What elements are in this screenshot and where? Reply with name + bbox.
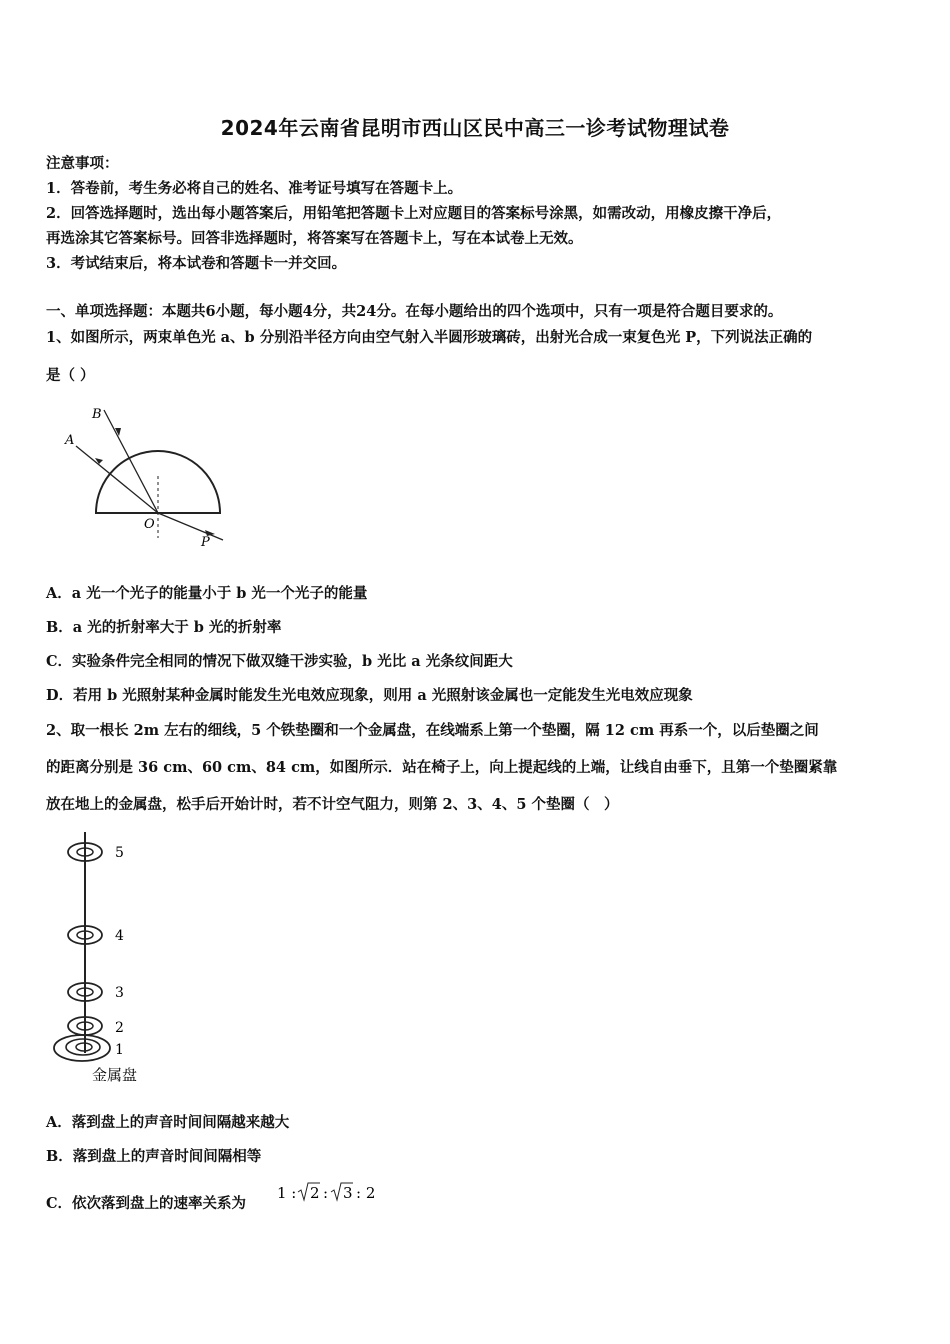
q1-option-c: C．实验条件完全相同的情况下做双缝干涉实验，b 光比 a 光条纹间距大 [46, 653, 513, 670]
washer-label-1: 1 [115, 1042, 124, 1058]
q2-stem: 的距离分别是 36 cm、60 cm、84 cm，如图所示．站在椅子上，向上提起线的上端，让线自由垂下，且第一个垫圈紧靠 [46, 759, 838, 776]
washer-label-4: 4 [115, 928, 124, 944]
washer-label-5: 5 [115, 845, 124, 861]
q1-option-a: A．a 光一个光子的能量小于 b 光一个光子的能量 [46, 585, 368, 602]
q2-stem: 2、取一根长 2m 左右的细线，5 个铁垫圈和一个金属盘，在线端系上第一个垫圈，隔 12 cm 再系一个，以后垫圈之间 [46, 722, 819, 739]
q2-stem: 放在地上的金属盘，松手后开始计时，若不计空气阻力，则第 2、3、4、5 个垫圈（ ） [46, 796, 619, 813]
washer-1-on-plate [54, 1035, 110, 1061]
notice-heading: 注意事项： [46, 155, 119, 172]
notice-item: 2．回答选择题时，选出每小题答案后，用铅笔把答题卡上对应题目的答案标号涂黑，如需改动，用橡皮擦干净后， [46, 205, 782, 222]
ray-p [158, 513, 223, 540]
q2-option-c: C．依次落到盘上的速率关系为 [46, 1195, 247, 1212]
page-title: 2024年云南省昆明市西山区民中高三一诊考试物理试卷 [220, 116, 730, 140]
ratio-part: 1 : [277, 1184, 297, 1202]
washer-label-3: 3 [115, 985, 124, 1001]
plate-label: 金属盘 [92, 1066, 138, 1084]
ratio-part: : 2 [356, 1184, 376, 1202]
label-p: P [201, 535, 210, 548]
label-a: A [65, 433, 75, 448]
section-heading: 一、单项选择题：本题共6小题，每小题4分，共24分。在每小题给出的四个选项中，只有一项是符合题目要求的。 [46, 303, 783, 320]
ratio-part: 2 [310, 1184, 320, 1202]
ray-b [104, 410, 158, 513]
notice-item: 1．答卷前，考生务必将自己的姓名、准考证号填写在答题卡上。 [46, 180, 463, 197]
q1-option-b: B．a 光的折射率大于 b 光的折射率 [46, 619, 282, 636]
q2-option-a: A．落到盘上的声音时间间隔越来越大 [46, 1114, 290, 1131]
ratio-part: 3 [343, 1184, 353, 1202]
washer-label-2: 2 [115, 1020, 124, 1036]
notice-item: 再选涂其它答案标号。回答非选择题时，将答案写在答题卡上，写在本试卷上无效。 [46, 230, 583, 247]
ray-a [76, 446, 158, 513]
q1-option-d: D．若用 b 光照射某种金属时能发生光电效应现象，则用 a 光照射该金属也一定能发生光电效应现象 [46, 687, 693, 704]
label-b: B [92, 407, 102, 422]
q2-figure-washers [45, 828, 175, 1088]
ratio-part: : [323, 1184, 329, 1202]
notice-item: 3．考试结束后，将本试卷和答题卡一并交回。 [46, 255, 347, 272]
q1-figure-semicircle-glass [55, 398, 235, 548]
label-o: O [144, 517, 155, 532]
q1-stem: 是（ ） [46, 367, 95, 384]
velocity-ratio-formula [274, 1178, 384, 1208]
q2-option-b: B．落到盘上的声音时间间隔相等 [46, 1148, 262, 1165]
q1-stem: 1、如图所示，两束单色光 a、b 分别沿半径方向由空气射入半圆形玻璃砖，出射光合成一束复色光 P，下列说法正确的 [46, 329, 813, 346]
